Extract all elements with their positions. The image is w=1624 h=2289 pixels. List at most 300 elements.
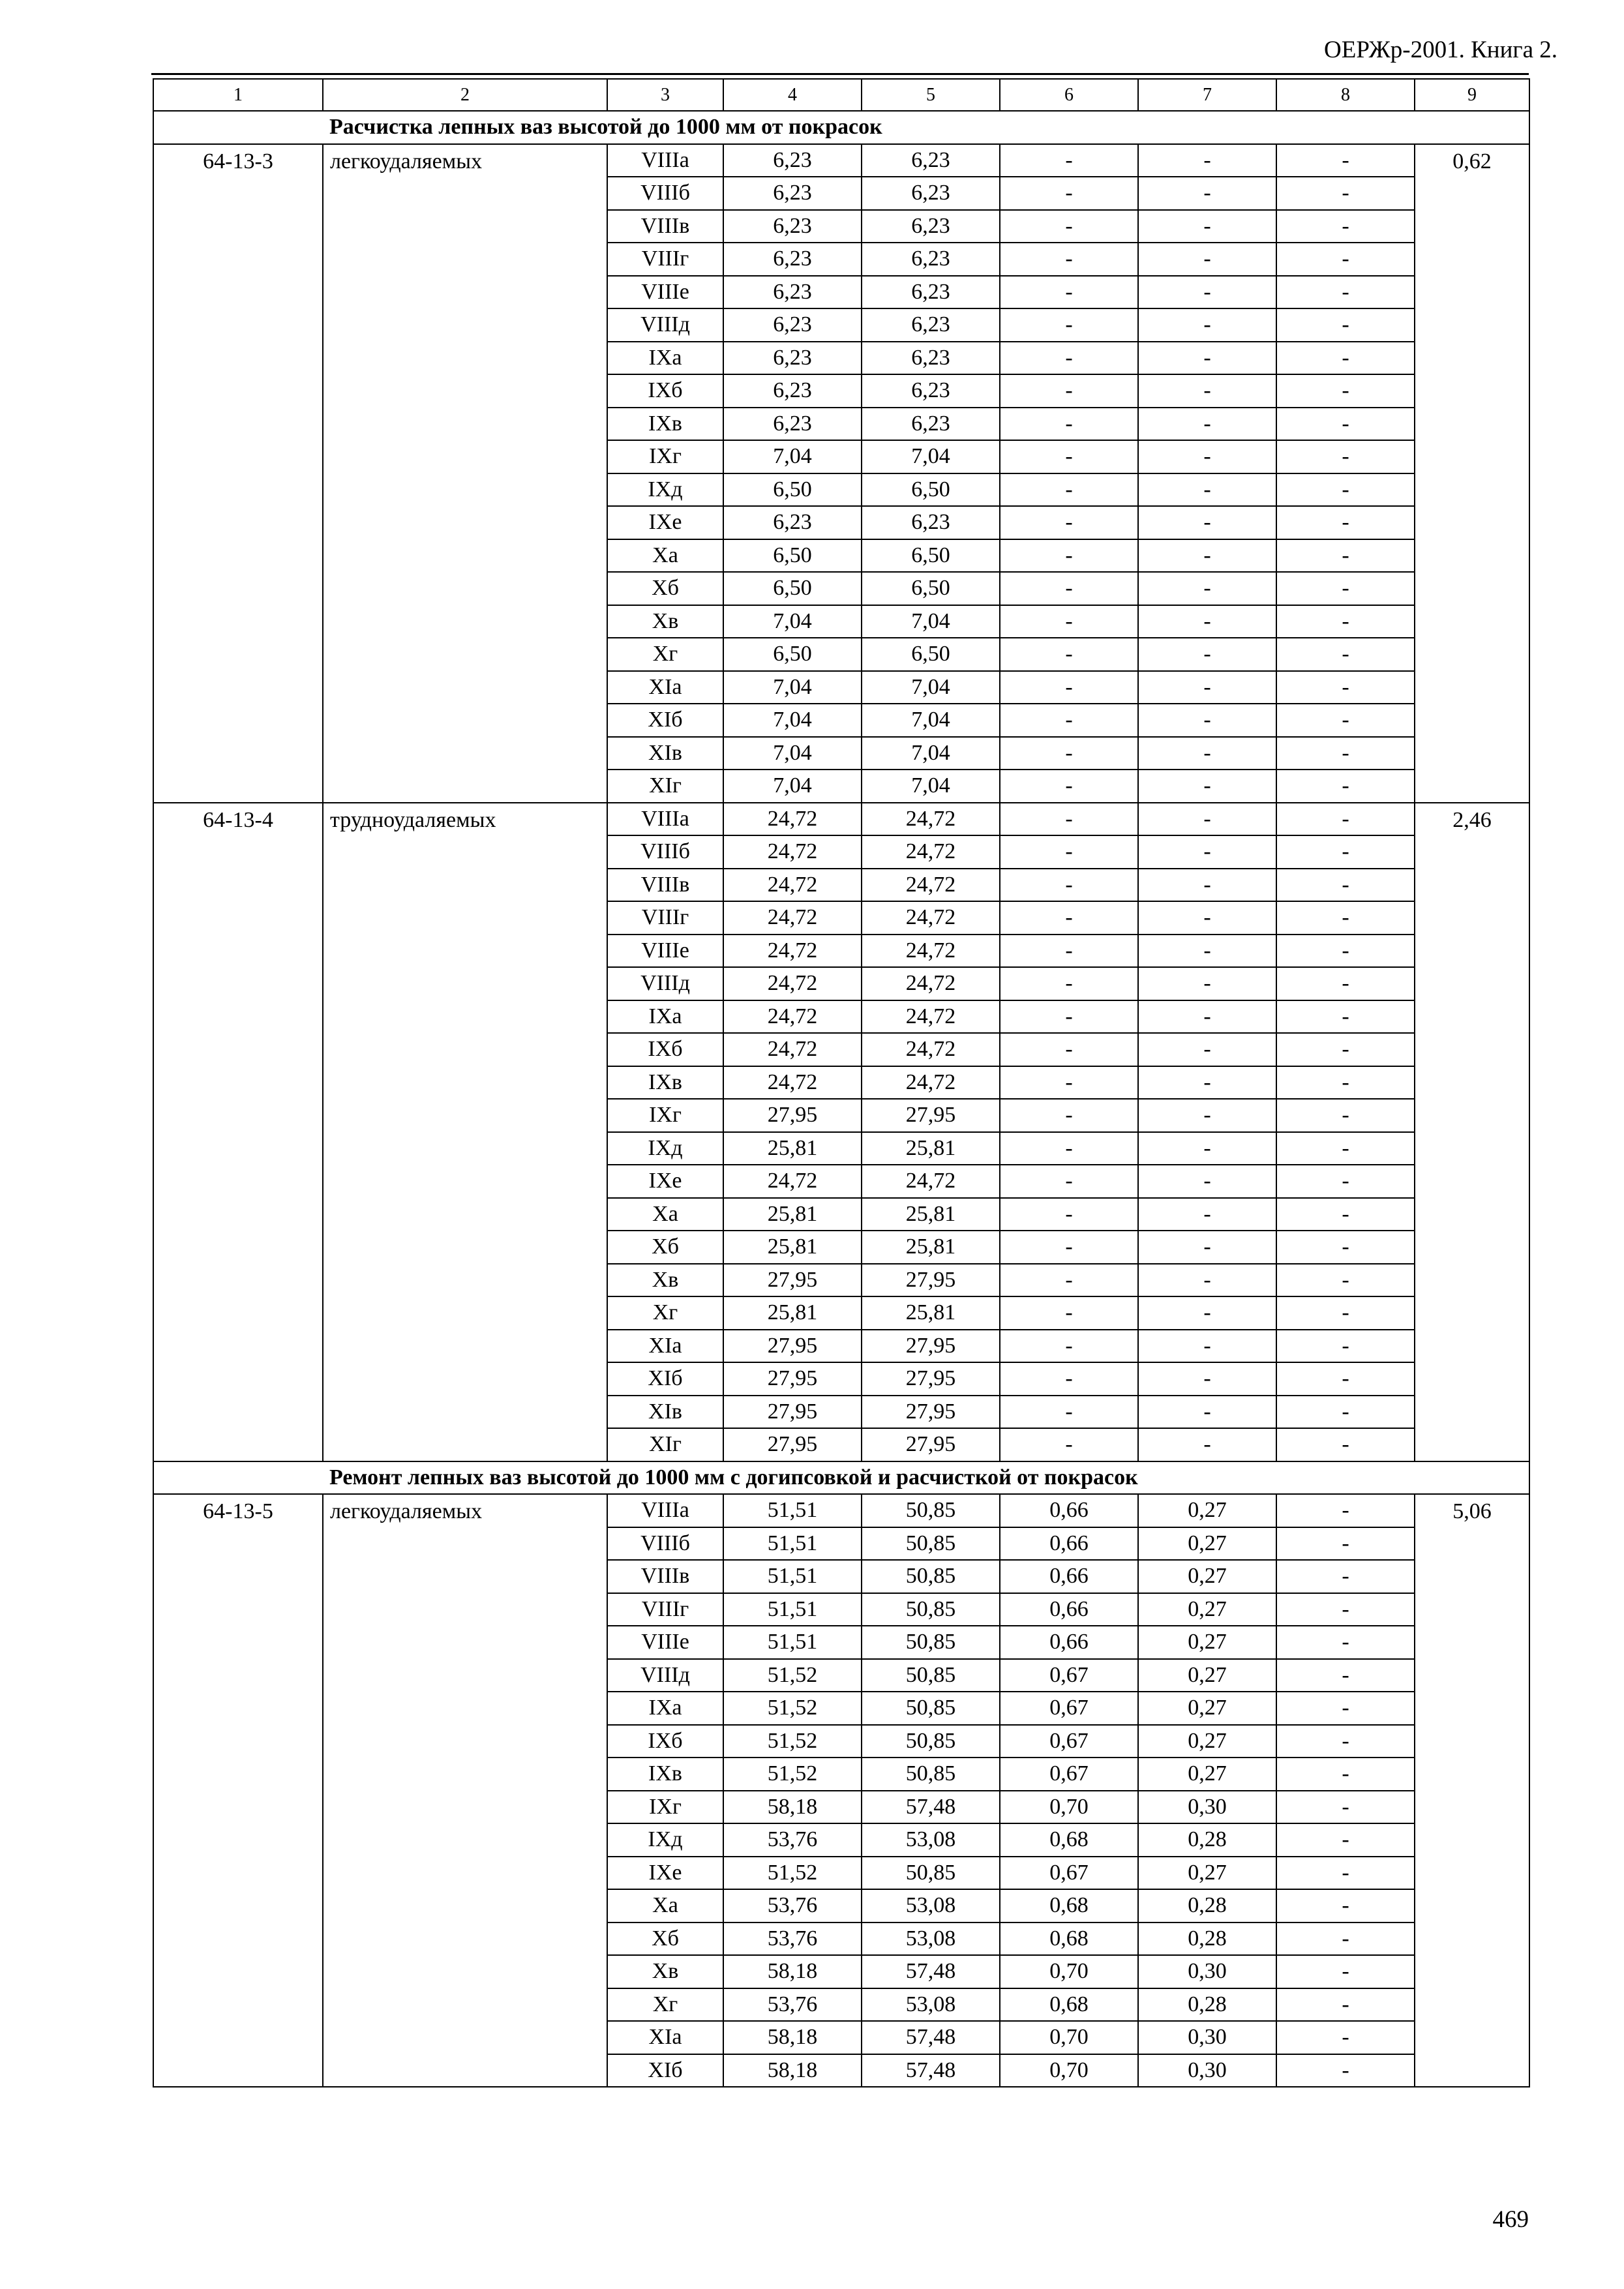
value-col8: - <box>1276 539 1415 573</box>
value-col6: - <box>1000 440 1138 473</box>
value-col4: 25,81 <box>723 1132 862 1165</box>
zone-class: Xа <box>607 1889 723 1922</box>
value-col4: 6,50 <box>723 473 862 507</box>
value-col7: - <box>1138 605 1276 638</box>
value-col5: 6,23 <box>862 243 1000 276</box>
value-col5: 7,04 <box>862 737 1000 770</box>
zone-class: IXв <box>607 1758 723 1791</box>
value-col8: - <box>1276 1231 1415 1264</box>
value-col6: - <box>1000 671 1138 704</box>
value-col8: - <box>1276 374 1415 408</box>
value-col5: 6,50 <box>862 539 1000 573</box>
value-col7: - <box>1138 440 1276 473</box>
value-col9: 5,06 <box>1415 1494 1529 2087</box>
value-col6: - <box>1000 539 1138 573</box>
zone-class: IXе <box>607 1857 723 1890</box>
norm-code: 64-13-3 <box>153 144 323 803</box>
value-col4: 51,51 <box>723 1626 862 1659</box>
zone-class: VIIIа <box>607 803 723 836</box>
value-col5: 53,08 <box>862 1988 1000 2022</box>
value-col6: - <box>1000 901 1138 935</box>
value-col6: - <box>1000 1198 1138 1231</box>
value-col7: - <box>1138 1000 1276 1034</box>
value-col7: - <box>1138 1231 1276 1264</box>
value-col4: 24,72 <box>723 803 862 836</box>
value-col4: 6,23 <box>723 308 862 342</box>
zone-class: VIIIе <box>607 1626 723 1659</box>
value-col5: 57,48 <box>862 2021 1000 2054</box>
value-col6: - <box>1000 374 1138 408</box>
zone-class: VIIIд <box>607 308 723 342</box>
value-col6: 0,67 <box>1000 1659 1138 1692</box>
value-col8: - <box>1276 1889 1415 1922</box>
value-col7: 0,27 <box>1138 1692 1276 1725</box>
value-col6: - <box>1000 1264 1138 1297</box>
zone-class: VIIIб <box>607 177 723 210</box>
column-number-1: 1 <box>153 79 323 111</box>
value-col7: - <box>1138 1066 1276 1100</box>
value-col4: 6,23 <box>723 177 862 210</box>
section-title: Ремонт лепных ваз высотой до 1000 мм с догипсовкой и расчисткой от покрасок <box>323 1461 1529 1495</box>
zone-class: Xг <box>607 1988 723 2022</box>
value-col8: - <box>1276 935 1415 968</box>
value-col5: 24,72 <box>862 835 1000 869</box>
value-col6: 0,67 <box>1000 1758 1138 1791</box>
value-col8: - <box>1276 1823 1415 1857</box>
value-col8: - <box>1276 308 1415 342</box>
value-col4: 58,18 <box>723 2021 862 2054</box>
value-col4: 24,72 <box>723 835 862 869</box>
value-col6: - <box>1000 408 1138 441</box>
value-col8: - <box>1276 276 1415 309</box>
value-col4: 58,18 <box>723 1955 862 1988</box>
value-col8: - <box>1276 2054 1415 2087</box>
value-col6: 0,66 <box>1000 1560 1138 1593</box>
value-col5: 24,72 <box>862 803 1000 836</box>
value-col5: 6,23 <box>862 177 1000 210</box>
value-col7: 0,30 <box>1138 2021 1276 2054</box>
value-col5: 7,04 <box>862 440 1000 473</box>
value-col7: 0,27 <box>1138 1626 1276 1659</box>
zone-class: IXа <box>607 1692 723 1725</box>
zone-class: IXа <box>607 342 723 375</box>
value-col7: - <box>1138 408 1276 441</box>
value-col5: 50,85 <box>862 1725 1000 1758</box>
value-col5: 53,08 <box>862 1922 1000 1956</box>
value-col6: - <box>1000 342 1138 375</box>
value-col7: - <box>1138 803 1276 836</box>
value-col9: 2,46 <box>1415 803 1529 1461</box>
value-col7: - <box>1138 1165 1276 1198</box>
value-col5: 6,23 <box>862 506 1000 539</box>
zone-class: Xб <box>607 1231 723 1264</box>
column-number-6: 6 <box>1000 79 1138 111</box>
value-col8: - <box>1276 1099 1415 1132</box>
value-col8: - <box>1276 1362 1415 1396</box>
zone-class: Xб <box>607 572 723 605</box>
value-col6: - <box>1000 967 1138 1000</box>
value-col8: - <box>1276 737 1415 770</box>
zone-class: Xв <box>607 1955 723 1988</box>
value-col4: 24,72 <box>723 1033 862 1066</box>
value-col6: - <box>1000 1099 1138 1132</box>
zone-class: IXа <box>607 1000 723 1034</box>
value-col4: 6,50 <box>723 638 862 671</box>
table-row <box>153 144 1529 177</box>
value-col4: 24,72 <box>723 901 862 935</box>
value-col4: 51,51 <box>723 1593 862 1626</box>
zone-class: IXв <box>607 1066 723 1100</box>
value-col8: - <box>1276 408 1415 441</box>
value-col5: 6,50 <box>862 638 1000 671</box>
zone-class: VIIIв <box>607 210 723 243</box>
value-col8: - <box>1276 177 1415 210</box>
zone-class: XIб <box>607 1362 723 1396</box>
value-col5: 24,72 <box>862 901 1000 935</box>
value-col5: 7,04 <box>862 605 1000 638</box>
value-col8: - <box>1276 210 1415 243</box>
value-col6: - <box>1000 605 1138 638</box>
value-col8: - <box>1276 1725 1415 1758</box>
zone-class: IXг <box>607 1791 723 1824</box>
zone-class: Xа <box>607 1198 723 1231</box>
value-col5: 25,81 <box>862 1198 1000 1231</box>
value-col5: 6,23 <box>862 276 1000 309</box>
value-col8: - <box>1276 440 1415 473</box>
value-col8: - <box>1276 803 1415 836</box>
value-col8: - <box>1276 1922 1415 1956</box>
value-col8: - <box>1276 1560 1415 1593</box>
value-col6: - <box>1000 803 1138 836</box>
value-col5: 50,85 <box>862 1857 1000 1890</box>
value-col6: 0,70 <box>1000 2054 1138 2087</box>
value-col8: - <box>1276 506 1415 539</box>
value-col8: - <box>1276 638 1415 671</box>
zone-class: IXг <box>607 440 723 473</box>
value-col8: - <box>1276 1198 1415 1231</box>
zone-class: XIб <box>607 2054 723 2087</box>
value-col7: 0,27 <box>1138 1494 1276 1527</box>
value-col5: 50,85 <box>862 1494 1000 1527</box>
value-col5: 6,23 <box>862 374 1000 408</box>
value-col7: 0,27 <box>1138 1560 1276 1593</box>
value-col5: 50,85 <box>862 1593 1000 1626</box>
page-number: 469 <box>1492 2206 1529 2233</box>
value-col7: - <box>1138 935 1276 968</box>
value-col8: - <box>1276 1033 1415 1066</box>
zone-class: Xв <box>607 1264 723 1297</box>
value-col7: 0,28 <box>1138 1823 1276 1857</box>
value-col4: 51,51 <box>723 1560 862 1593</box>
value-col7: - <box>1138 671 1276 704</box>
value-col8: - <box>1276 144 1415 177</box>
value-col4: 6,23 <box>723 342 862 375</box>
value-col8: - <box>1276 1791 1415 1824</box>
value-col6: - <box>1000 276 1138 309</box>
value-col8: - <box>1276 1396 1415 1429</box>
value-col5: 27,95 <box>862 1330 1000 1363</box>
value-col6: - <box>1000 1362 1138 1396</box>
value-col7: 0,28 <box>1138 1988 1276 2022</box>
value-col5: 50,85 <box>862 1626 1000 1659</box>
zone-class: VIIIд <box>607 1659 723 1692</box>
value-col9: 0,62 <box>1415 144 1529 803</box>
value-col8: - <box>1276 1165 1415 1198</box>
zone-class: VIIIе <box>607 276 723 309</box>
value-col7: 0,30 <box>1138 1955 1276 1988</box>
value-col4: 7,04 <box>723 770 862 803</box>
value-col4: 24,72 <box>723 869 862 902</box>
section-title-blank <box>153 111 323 144</box>
value-col7: - <box>1138 737 1276 770</box>
norms-table-body <box>153 79 1529 2087</box>
value-col5: 7,04 <box>862 770 1000 803</box>
value-col8: - <box>1276 901 1415 935</box>
value-col7: - <box>1138 1330 1276 1363</box>
zone-class: XIг <box>607 1428 723 1461</box>
value-col7: - <box>1138 1296 1276 1330</box>
document-header-title: ОЕРЖр-2001. Книга 2. <box>1324 37 1557 63</box>
value-col6: - <box>1000 1000 1138 1034</box>
value-col7: - <box>1138 572 1276 605</box>
value-col4: 58,18 <box>723 1791 862 1824</box>
value-col5: 7,04 <box>862 671 1000 704</box>
zone-class: VIIIг <box>607 243 723 276</box>
value-col6: 0,70 <box>1000 1791 1138 1824</box>
value-col6: - <box>1000 210 1138 243</box>
value-col6: 0,70 <box>1000 2021 1138 2054</box>
value-col6: - <box>1000 638 1138 671</box>
value-col8: - <box>1276 605 1415 638</box>
zone-class: IXд <box>607 1823 723 1857</box>
value-col6: 0,67 <box>1000 1725 1138 1758</box>
value-col8: - <box>1276 1000 1415 1034</box>
zone-class: IXб <box>607 1033 723 1066</box>
value-col5: 25,81 <box>862 1296 1000 1330</box>
value-col7: - <box>1138 638 1276 671</box>
value-col6: - <box>1000 1296 1138 1330</box>
value-col5: 24,72 <box>862 1066 1000 1100</box>
value-col5: 24,72 <box>862 1033 1000 1066</box>
value-col5: 6,23 <box>862 408 1000 441</box>
zone-class: IXб <box>607 1725 723 1758</box>
value-col6: - <box>1000 144 1138 177</box>
zone-class: Xг <box>607 1296 723 1330</box>
zone-class: IXв <box>607 408 723 441</box>
value-col6: - <box>1000 1066 1138 1100</box>
value-col7: - <box>1138 770 1276 803</box>
value-col4: 6,50 <box>723 539 862 573</box>
value-col5: 27,95 <box>862 1264 1000 1297</box>
value-col8: - <box>1276 572 1415 605</box>
norm-name: трудноудаляемых <box>323 803 607 1461</box>
value-col8: - <box>1276 835 1415 869</box>
value-col4: 53,76 <box>723 1823 862 1857</box>
value-col4: 6,23 <box>723 374 862 408</box>
value-col8: - <box>1276 1330 1415 1363</box>
value-col4: 24,72 <box>723 935 862 968</box>
value-col6: 0,66 <box>1000 1494 1138 1527</box>
value-col8: - <box>1276 770 1415 803</box>
column-number-9: 9 <box>1415 79 1529 111</box>
value-col8: - <box>1276 1758 1415 1791</box>
value-col6: - <box>1000 308 1138 342</box>
value-col7: - <box>1138 177 1276 210</box>
value-col8: - <box>1276 243 1415 276</box>
value-col5: 6,23 <box>862 210 1000 243</box>
value-col4: 58,18 <box>723 2054 862 2087</box>
zone-class: IXе <box>607 1165 723 1198</box>
value-col4: 7,04 <box>723 704 862 737</box>
value-col6: - <box>1000 506 1138 539</box>
value-col4: 6,23 <box>723 144 862 177</box>
value-col6: - <box>1000 1428 1138 1461</box>
value-col4: 6,23 <box>723 408 862 441</box>
value-col4: 51,52 <box>723 1758 862 1791</box>
value-col7: - <box>1138 144 1276 177</box>
value-col7: - <box>1138 869 1276 902</box>
value-col5: 6,50 <box>862 473 1000 507</box>
value-col5: 24,72 <box>862 869 1000 902</box>
value-col8: - <box>1276 704 1415 737</box>
value-col6: - <box>1000 1165 1138 1198</box>
zone-class: VIIIв <box>607 1560 723 1593</box>
value-col7: - <box>1138 1396 1276 1429</box>
section-title: Расчистка лепных ваз высотой до 1000 мм от покрасок <box>323 111 1529 144</box>
value-col6: 0,68 <box>1000 1922 1138 1956</box>
value-col5: 6,23 <box>862 342 1000 375</box>
value-col7: - <box>1138 243 1276 276</box>
value-col8: - <box>1276 1066 1415 1100</box>
zone-class: XIв <box>607 737 723 770</box>
value-col6: - <box>1000 572 1138 605</box>
value-col8: - <box>1276 1692 1415 1725</box>
value-col5: 50,85 <box>862 1527 1000 1561</box>
norms-table <box>153 78 1530 2087</box>
value-col6: 0,66 <box>1000 1593 1138 1626</box>
value-col5: 27,95 <box>862 1396 1000 1429</box>
zone-class: XIг <box>607 770 723 803</box>
zone-class: VIIIб <box>607 1527 723 1561</box>
value-col5: 57,48 <box>862 2054 1000 2087</box>
value-col8: - <box>1276 671 1415 704</box>
value-col6: - <box>1000 1330 1138 1363</box>
value-col4: 51,52 <box>723 1692 862 1725</box>
value-col8: - <box>1276 1296 1415 1330</box>
value-col4: 7,04 <box>723 440 862 473</box>
value-col6: 0,67 <box>1000 1692 1138 1725</box>
norm-code: 64-13-5 <box>153 1494 323 2087</box>
value-col4: 51,52 <box>723 1725 862 1758</box>
value-col7: 0,27 <box>1138 1857 1276 1890</box>
value-col4: 53,76 <box>723 1988 862 2022</box>
value-col7: - <box>1138 967 1276 1000</box>
value-col5: 27,95 <box>862 1428 1000 1461</box>
value-col4: 7,04 <box>723 737 862 770</box>
value-col4: 25,81 <box>723 1296 862 1330</box>
value-col7: - <box>1138 374 1276 408</box>
value-col7: - <box>1138 1099 1276 1132</box>
value-col6: - <box>1000 1033 1138 1066</box>
zone-class: VIIIб <box>607 835 723 869</box>
zone-class: IXг <box>607 1099 723 1132</box>
zone-class: IXд <box>607 1132 723 1165</box>
value-col7: - <box>1138 1198 1276 1231</box>
value-col8: - <box>1276 869 1415 902</box>
value-col5: 24,72 <box>862 967 1000 1000</box>
value-col7: - <box>1138 342 1276 375</box>
value-col4: 25,81 <box>723 1198 862 1231</box>
value-col7: 0,27 <box>1138 1527 1276 1561</box>
value-col4: 6,23 <box>723 276 862 309</box>
value-col7: - <box>1138 835 1276 869</box>
zone-class: VIIIг <box>607 1593 723 1626</box>
zone-class: IXб <box>607 374 723 408</box>
value-col5: 24,72 <box>862 1165 1000 1198</box>
value-col4: 6,50 <box>723 572 862 605</box>
value-col4: 24,72 <box>723 1066 862 1100</box>
zone-class: VIIIг <box>607 901 723 935</box>
value-col7: - <box>1138 210 1276 243</box>
value-col7: 0,27 <box>1138 1659 1276 1692</box>
column-number-row <box>153 79 1529 111</box>
table-row <box>153 1494 1529 1527</box>
value-col8: - <box>1276 1593 1415 1626</box>
value-col7: - <box>1138 308 1276 342</box>
value-col7: - <box>1138 704 1276 737</box>
value-col4: 27,95 <box>723 1099 862 1132</box>
value-col6: - <box>1000 243 1138 276</box>
value-col6: 0,70 <box>1000 1955 1138 1988</box>
value-col7: - <box>1138 276 1276 309</box>
value-col8: - <box>1276 967 1415 1000</box>
value-col7: - <box>1138 1132 1276 1165</box>
value-col5: 50,85 <box>862 1692 1000 1725</box>
column-number-5: 5 <box>862 79 1000 111</box>
value-col6: - <box>1000 177 1138 210</box>
zone-class: Xг <box>607 638 723 671</box>
zone-class: VIIIа <box>607 144 723 177</box>
value-col5: 53,08 <box>862 1889 1000 1922</box>
value-col5: 53,08 <box>862 1823 1000 1857</box>
zone-class: IXд <box>607 473 723 507</box>
value-col7: 0,27 <box>1138 1593 1276 1626</box>
zone-class: VIIIа <box>607 1494 723 1527</box>
value-col8: - <box>1276 1955 1415 1988</box>
value-col6: 0,68 <box>1000 1889 1138 1922</box>
value-col7: - <box>1138 901 1276 935</box>
value-col7: 0,28 <box>1138 1889 1276 1922</box>
value-col4: 53,76 <box>723 1922 862 1956</box>
value-col8: - <box>1276 1659 1415 1692</box>
value-col7: - <box>1138 1362 1276 1396</box>
value-col4: 7,04 <box>723 605 862 638</box>
value-col8: - <box>1276 342 1415 375</box>
value-col8: - <box>1276 1857 1415 1890</box>
value-col6: - <box>1000 935 1138 968</box>
value-col5: 25,81 <box>862 1132 1000 1165</box>
value-col8: - <box>1276 2021 1415 2054</box>
zone-class: XIа <box>607 671 723 704</box>
value-col8: - <box>1276 1988 1415 2022</box>
value-col4: 6,23 <box>723 506 862 539</box>
value-col6: 0,68 <box>1000 1988 1138 2022</box>
value-col7: - <box>1138 473 1276 507</box>
value-col5: 27,95 <box>862 1099 1000 1132</box>
value-col7: - <box>1138 539 1276 573</box>
norm-name: легкоудаляемых <box>323 1494 607 2087</box>
header-rule <box>151 73 1529 75</box>
